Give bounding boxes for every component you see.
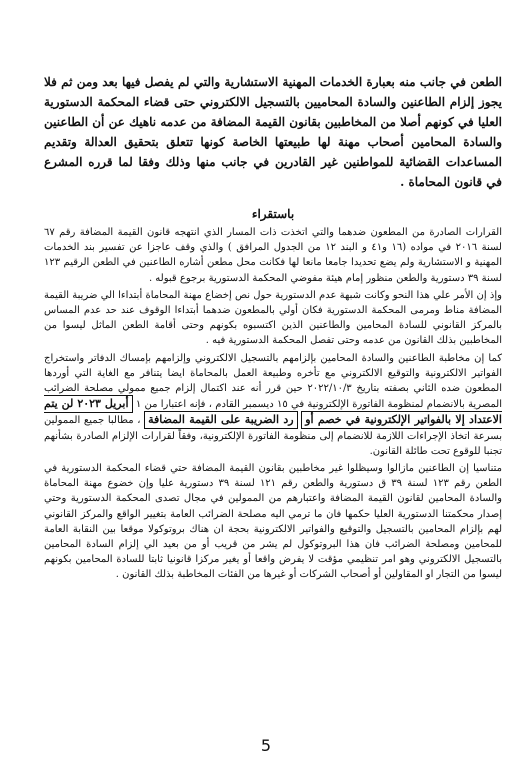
document-body [44,72,502,585]
paragraph-conclusion: متناسيا إن الطاعنين مازالوا وسيظلوا غير مخاطبين بقانون القيمة المضافة حتي قضاء المحكمة الدستورية في الطعن رقم ١٢٣ لسنة ٣٩ ق دستورية والطعن رقم ١٢١ لسنة ٣٩ دستورية عليا وإن خضوع مهنة المحاماة والسادة المحامين لقانون القيمة المضافة واعتبارهم من الممولين في مجال تصدى المحكمة الدستورية وحتي إصدار محكمتنا الدستورية العليا حكمها فان ما ترمي اليه مصلحة الضرائب العامة بتغيير الواقع والمركز القانوني لهم بإلزام المحامين بالتسجيل والتوقيع والفواتير الالكترونية بحجة ان هناك بروتوكولا موقعا بين النقابة العامة للمحامين ومصلحة الضرائب فان هذا البروتوكول لم يشر من قريب أو من بعيد الي إلزام السادة المحامين بالتسجيل الالكتروني وهو امر تنظيمي مؤقت لا يفرض واقعا أو يغير مركزا قانونيا ثابتا للسادة المحامين بكونهم ليسوا من التجار او المقاولين أو أصحاب الشركات أو غيرها من الفئات المخاطبة بذلك القانون . [44,463,502,581]
section-heading: باستقراء [251,207,295,221]
paragraph-decisions: القرارات الصادرة من المطعون ضدهما والتي اتخذت ذات المسار الذي انتهجه قانون القيمة المضافة رقم ٦٧ لسنة ٢٠١٦ في مواده (١٦ و٤١ و البند ١٢ من الجدول المرافق ) والذي وقف عاجزا عن تفسير بند الخدمات المهنية و الاستشارية ولم يضع تحديدا جامعا مانعا لها فكانت محل مطعن أشاره الطاعنين في الطعن الرقيم ١٢٣ لسنة ٣٩ دستورية والطعن منظور إمام هيئة مفوضي المحكمة الدستورية برجوع قبوله . [44,227,502,284]
paragraph-e-invoicing [44,351,502,459]
boxed-highlight-april: أبريل ٢٠٢٣ لن يتم الاعتداد إلا بالفواتير الإلكترونية في خصم أو [44,395,502,429]
e-invoicing-text: كما إن مخاطبة الطاعنين والسادة المحامين بإلزامهم بالتسجيل الالكتروني وإلزامهم بإمساك الدفاتر واستخراج الفواتير الالكترونية والتوقيع الالكتروني مع تأخره وطبيعة العمل بالمحاماة ايضا يتنافر مع الغاية التي أوردها المطعون ضده الثاني بصفته بتاريخ ٢٠٢٢/١٠/٣ حين قرر أنه عند اكتمال إلزام جميع ممولي مصلحة الضرائب المصرية بالانضمام لمنظومة الفاتورة الإلكترونية في ١٥ ديسمبر [44,352,503,411]
page-number: 5 [260,736,272,755]
e-invoicing-conclusion: ، مطالبا جميع الممولين بسرعة اتخاذ الإجراءات اللازمة للانضمام إلى منظومة الفاتورة الإلكترونية، وفقاً لقرارات الإلزام الصادرة بشأنهم تجنبا للوقوع تحت طائلة القانون. [44,415,502,457]
next-date-text: القادم ، فإنه اعتبارا من ١ [135,399,240,411]
paragraph-constitutionality: وإذ إن الأمر علي هذا النحو وكانت شبهة عدم الدستورية حول نص إخضاع مهنة المحاماة أبتداءا الي ضريبة القيمة المضافة مناط ومرمى المحكمة الدستورية فكان أولي بالمطعون ضدهما أبتداءا الوقوف عند حد عدم المساس بالمركز القانوني للسادة المحامين والطاعنين الذين اكتسبوه بكونهم وحتى أقامة الطعن الماثل ليسوا من المخاطبين بذلك القانون من عدمه وحتى تفصل المحكمة الدستورية فيه . [44,289,502,347]
boxed-highlight-vat: رد الضريبة على القيمة المضافة [144,411,297,429]
intro-paragraph: الطعن في جانب منه بعبارة الخدمات المهنية الاستشارية والتي لم يفصل فيها بعد ومن ثم فلا يجوز إلزام الطاعنين والسادة المحاميين بالتسجيل الالكتروني حتى قضاء المحكمة الدستورية العليا في كونهم أصلا من المخاطبين بقانون القيمة المضافة من عدمه ناهيك عن أن الطاعنين والسادة المحامين أصحاب مهنة لها طبيعتها الخاصة كونها تتعلق بتحقيق العدالة وتقديم المساعدات القضائية للمواطنين غير القادرين في جانب منها وذلك وفقا لما قرره المشرع في قانون المحاماة . [44,75,502,189]
